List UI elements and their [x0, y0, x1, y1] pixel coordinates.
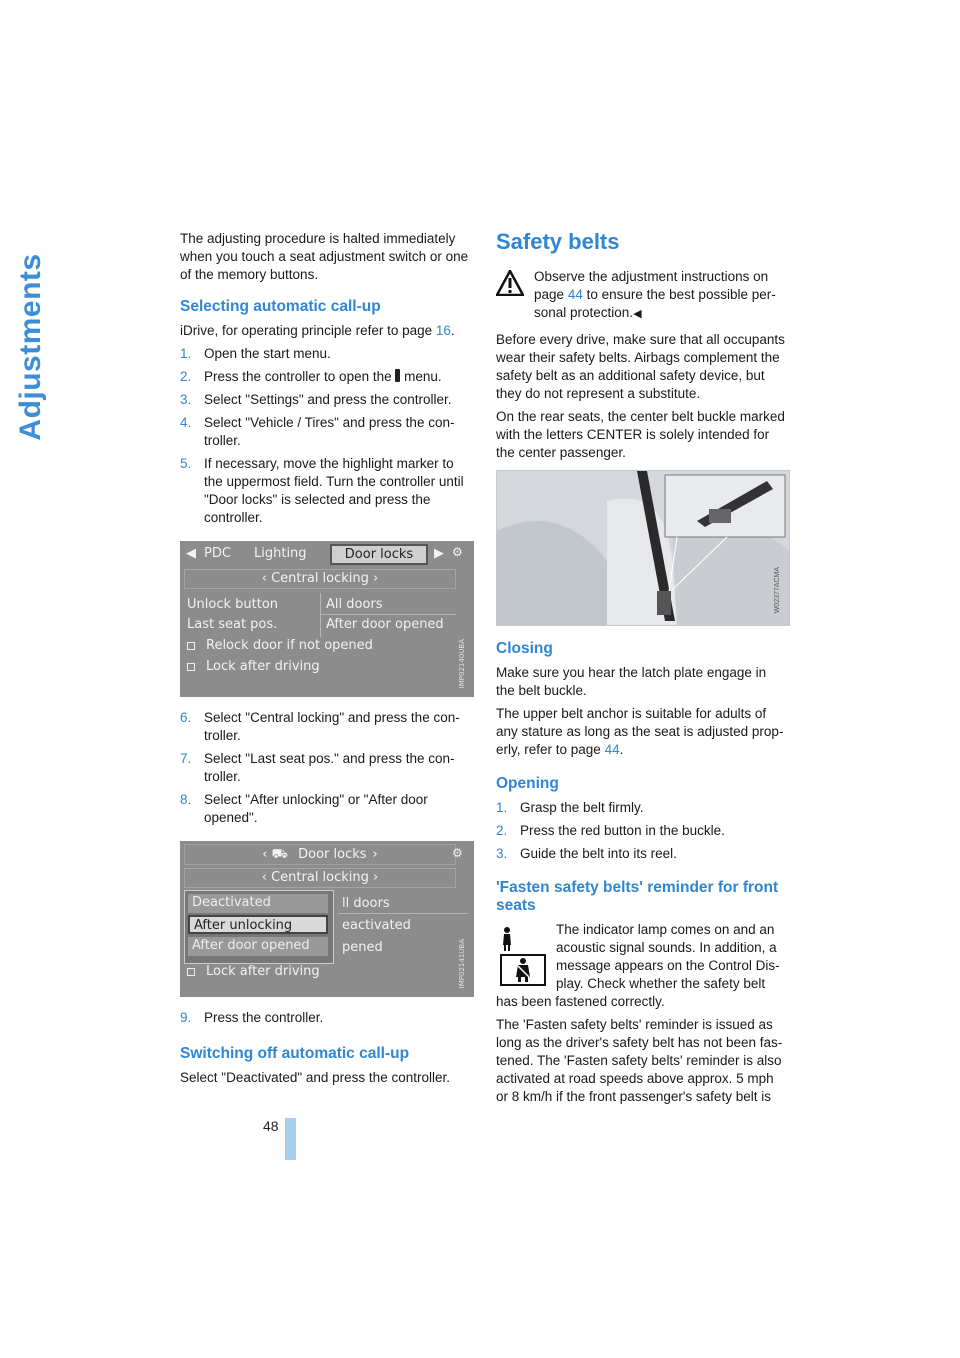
- last-seat-value: After door opened: [326, 617, 444, 632]
- left-column: [180, 230, 470, 1092]
- step-text: Select "After unlocking" or "After door opened".: [204, 792, 428, 825]
- dropdown-menu: [184, 890, 334, 964]
- last-seat-label: Last seat pos.: [187, 617, 278, 632]
- step-3: [180, 391, 470, 409]
- opening-step-1: [496, 799, 788, 817]
- step-4: [180, 414, 470, 450]
- opening-step-3: [496, 845, 788, 863]
- steps-list-b: [180, 709, 470, 827]
- car-icon: ⛟: [271, 847, 288, 862]
- step-text: Select "Last seat pos." and press the controller.: [204, 751, 455, 784]
- reminder-heading: 'Fasten safety belts' reminder for front seats: [496, 879, 779, 914]
- step-1: [180, 345, 470, 363]
- closing-paragraph-1: Make sure you hear the latch plate engage in the belt buckle.: [496, 665, 767, 698]
- step-9: [180, 1009, 470, 1027]
- central-locking-row: [184, 569, 456, 589]
- step-text: Grasp the belt firmly.: [520, 800, 644, 815]
- step-text: Guide the belt into its reel.: [520, 846, 677, 861]
- image-code: W02377ACMA: [774, 567, 781, 614]
- step-text: Press the controller to open the: [204, 369, 392, 384]
- lock-after-driving-option: Lock after driving: [206, 659, 320, 674]
- chevron-right-icon: ›: [372, 847, 378, 862]
- tab-door-locks: Door locks: [330, 544, 428, 565]
- chevron-right-icon: ▶: [434, 546, 444, 561]
- opening-steps: [496, 799, 788, 863]
- step-text: Press the controller.: [204, 1010, 324, 1025]
- step-text: If necessary, move the highlight marker to the uppermost field. Turn the controller until "Door locks" is selected and press the controller.: [204, 456, 464, 525]
- reminder-paragraph-1: The indicator lamp comes on and an acoustic signal sounds. In addition, a message appears on the Control Display. Check whether the safety belt has been fastened correctly.: [496, 922, 780, 1009]
- unlock-button-value: All doors: [326, 597, 383, 612]
- step-number: 2.: [180, 369, 192, 384]
- tab-lighting: Lighting: [254, 546, 307, 561]
- selecting-heading: Selecting automatic call-up: [180, 298, 381, 315]
- relock-option: Relock door if not opened: [206, 638, 373, 653]
- warning-triangle-icon: [496, 270, 524, 296]
- steps-list-c: [180, 1009, 470, 1027]
- safety-belts-heading: Safety belts: [496, 229, 620, 254]
- step-number: 1.: [496, 800, 508, 815]
- menu-item-deactivated: Deactivated: [188, 894, 328, 913]
- chevron-right-icon: ›: [368, 571, 379, 586]
- door-locks-screenshot: [180, 541, 474, 697]
- intro-paragraph: The adjusting procedure is halted immediately when you touch a seat adjustment switch or one of the memory buttons.: [180, 231, 469, 282]
- seat-belt-indicator-icon: [496, 925, 548, 987]
- lock-after-driving-option: Lock after driving: [206, 964, 320, 979]
- step-number: 2.: [496, 823, 508, 838]
- center-belt-paragraph: On the rear seats, the center belt buckle marked with the letters CENTER is solely intended for the center passenger.: [496, 409, 785, 460]
- warning-text: to ensure the best possible personal protection.: [534, 287, 776, 320]
- center-belt-photo: [496, 470, 790, 626]
- end-mark-icon: ◀: [633, 308, 642, 320]
- menu-item-after-door-opened: After door opened: [188, 937, 328, 956]
- settings-icon: ⚙: [452, 846, 463, 860]
- chevron-left-icon: ◀: [186, 546, 196, 561]
- step-8: [180, 791, 470, 827]
- behind-text: pened: [342, 940, 383, 955]
- step-number: 8.: [180, 792, 192, 807]
- image-code: IMP02141UBA: [458, 939, 466, 989]
- switching-off-text: Select "Deactivated" and press the controller.: [180, 1070, 450, 1085]
- screen-tab-bar: [184, 543, 456, 565]
- unlock-button-label: Unlock button: [187, 597, 279, 612]
- reminder-paragraph-2: The 'Fasten safety belts' reminder is issued as long as the driver's safety belt has not been fastened. The 'Fasten safety belts' reminder is also activated at road speeds above approx. 5 mph or 8 km/h if the front passenger's safety belt is: [496, 1017, 783, 1104]
- step-number: 3.: [180, 392, 192, 407]
- opening-step-2: [496, 822, 788, 840]
- closing-text: The upper belt anchor is suitable for adults of any stature as long as the seat is adjusted properly, refer to page: [496, 706, 784, 757]
- step-text: Select "Vehicle / Tires" and press the controller.: [204, 415, 455, 448]
- right-column: [496, 230, 788, 1111]
- idrive-paragraph: iDrive, for operating principle refer to page 16.: [180, 323, 455, 338]
- chapter-title: Adjustments: [14, 253, 47, 441]
- door-locks-header: Door locks: [298, 847, 367, 862]
- central-locking-row: [184, 868, 456, 888]
- screen-header-row: [184, 844, 456, 865]
- warning-text: Observe the adjustment instructions on page: [534, 269, 769, 302]
- step-2: [180, 368, 470, 386]
- closing-paragraph-2: The upper belt anchor is suitable for adults of any stature as long as the seat is adjusted properly, refer to page 44.: [496, 706, 784, 757]
- step-6: [180, 709, 470, 745]
- opening-heading: Opening: [496, 775, 559, 792]
- step-5: [180, 455, 470, 527]
- chevron-left-icon: ‹: [261, 571, 272, 586]
- settings-icon: ⚙: [452, 545, 463, 559]
- info-icon: [395, 369, 400, 382]
- step-number: 7.: [180, 751, 192, 766]
- switching-off-heading: Switching off automatic call-up: [180, 1045, 410, 1062]
- image-code: IMP02140UBA: [458, 639, 466, 689]
- idrive-page-link[interactable]: 16: [435, 323, 451, 338]
- chapter-sidebar: [6, 232, 56, 462]
- divider: [320, 593, 321, 637]
- idrive-text: iDrive, for operating principle refer to page: [180, 323, 433, 338]
- page-number: 48: [263, 1118, 279, 1134]
- step-text: Select "Settings" and press the controller.: [204, 392, 452, 407]
- steps-list-a: [180, 345, 470, 527]
- step-number: 5.: [180, 456, 192, 471]
- checkbox-icon: [187, 968, 195, 976]
- reminder-block: [496, 921, 788, 1106]
- chevron-right-icon: ›: [368, 870, 379, 885]
- closing-heading: Closing: [496, 640, 553, 657]
- step-text: menu.: [404, 369, 442, 384]
- checkbox-icon: [187, 663, 195, 671]
- chevron-left-icon: ‹: [262, 847, 272, 862]
- divider: [338, 913, 468, 914]
- divider: [320, 614, 456, 615]
- step-text: Select "Central locking" and press the controller.: [204, 710, 460, 743]
- behind-text: ll doors: [342, 896, 390, 911]
- page-marker-bar: [285, 1118, 296, 1160]
- step-7: [180, 750, 470, 786]
- central-locking-screenshot: [180, 841, 474, 997]
- warning-note: [496, 268, 788, 323]
- step-text: Open the start menu.: [204, 346, 331, 361]
- step-number: 9.: [180, 1010, 192, 1025]
- closing-page-link[interactable]: 44: [604, 742, 620, 757]
- chevron-left-icon: ‹: [261, 870, 272, 885]
- step-number: 3.: [496, 846, 508, 861]
- step-number: 4.: [180, 415, 192, 430]
- seat-belt-illustration: [497, 471, 789, 625]
- central-locking-label: Central locking: [271, 571, 369, 586]
- step-number: 1.: [180, 346, 192, 361]
- checkbox-icon: [187, 642, 195, 650]
- warning-page-link[interactable]: 44: [567, 287, 583, 302]
- occupants-paragraph: Before every drive, make sure that all occupants wear their safety belts. Airbags complement the safety belt as an additional safety device, but they do not represent a substitute.: [496, 332, 785, 401]
- tab-pdc: PDC: [204, 546, 231, 561]
- step-text: Press the red button in the buckle.: [520, 823, 725, 838]
- step-number: 6.: [180, 710, 192, 725]
- behind-text: eactivated: [342, 918, 411, 933]
- menu-item-after-unlocking: After unlocking: [188, 915, 328, 934]
- central-locking-label: Central locking: [271, 870, 369, 885]
